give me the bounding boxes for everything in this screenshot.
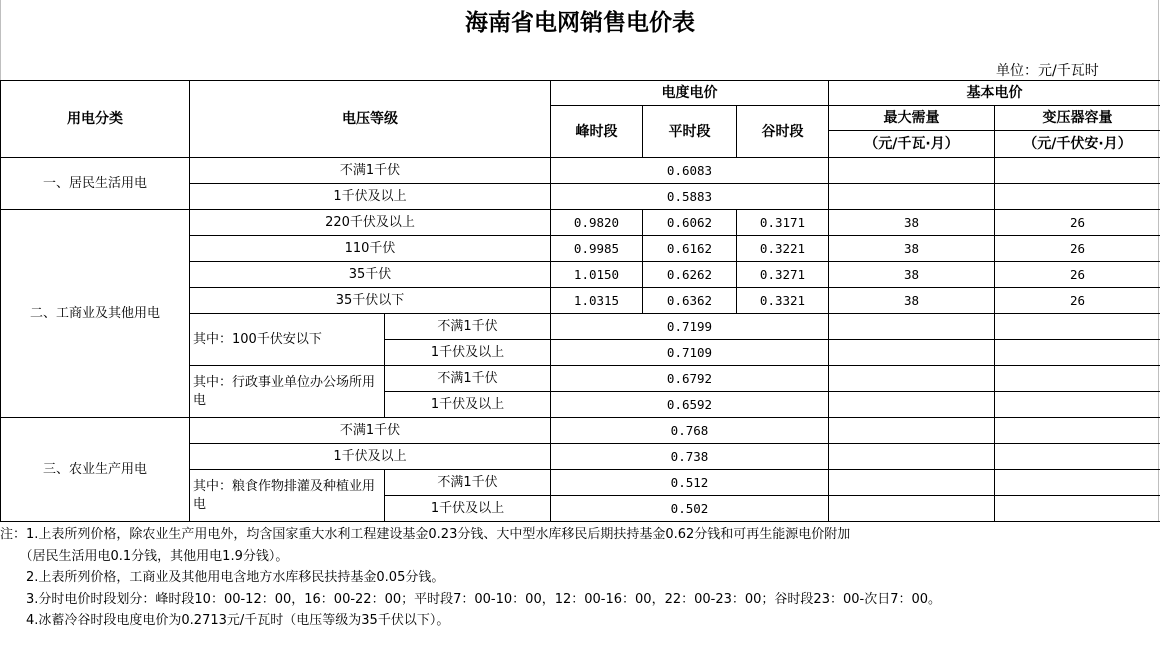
header-basic-price: 基本电价 [829,81,1160,106]
price-cell: 0.738 [551,444,829,470]
peak-price-cell: 1.0315 [551,288,643,314]
notes [0,524,1160,632]
empty-cell [829,418,995,444]
voltage-cell: 1千伏及以上 [190,444,551,470]
capacity-cell: 26 [995,210,1160,236]
empty-cell [829,366,995,392]
header-row [1,81,1160,106]
price-cell: 0.6592 [551,392,829,418]
subcategory-irrigation: 其中：粮食作物排灌及种植业用电 [190,470,385,522]
note-line: （居民生活用电0.1分钱，其他用电1.9分钱）。 [0,548,289,564]
header-flat: 平时段 [643,106,737,158]
valley-price-cell: 0.3221 [737,236,829,262]
category-industrial: 二、工商业及其他用电 [1,210,190,418]
unit-label: 单位：元/千瓦时 [996,63,1099,79]
voltage-cell: 220千伏及以上 [190,210,551,236]
header-max-demand: 最大需量 [829,106,995,131]
voltage-cell: 不满1千伏 [190,418,551,444]
empty-cell [995,184,1160,210]
category-residential: 一、居民生活用电 [1,158,190,210]
max-demand-cell: 38 [829,210,995,236]
flat-price-cell: 0.6262 [643,262,737,288]
note-line: 注：1.上表所列价格，除农业生产用电外，均含国家重大水利工程建设基金0.23分钱、大中型水库移民后期扶持基金0.62分钱和可再生能源电价附加 [0,527,851,542]
price-cell: 0.6792 [551,366,829,392]
empty-cell [829,340,995,366]
price-cell: 0.502 [551,496,829,522]
voltage-cell: 1千伏及以上 [385,392,551,418]
header-energy-price: 电度电价 [551,81,829,106]
peak-price-cell: 0.9820 [551,210,643,236]
voltage-cell: 不满1千伏 [385,314,551,340]
empty-cell [995,444,1160,470]
valley-price-cell: 0.3171 [737,210,829,236]
flat-price-cell: 0.6062 [643,210,737,236]
empty-cell [995,470,1160,496]
voltage-cell: 1千伏及以上 [190,184,551,210]
header-category: 用电分类 [1,81,190,158]
voltage-cell: 110千伏 [190,236,551,262]
empty-cell [995,158,1160,184]
voltage-cell: 1千伏及以上 [385,340,551,366]
table-row [1,418,1160,444]
note-line: 2.上表所列价格，工商业及其他用电含地方水库移民扶持基金0.05分钱。 [0,570,445,585]
voltage-cell: 不满1千伏 [385,366,551,392]
voltage-cell: 不满1千伏 [385,470,551,496]
price-cell: 0.7199 [551,314,829,340]
empty-cell [829,392,995,418]
valley-price-cell: 0.3271 [737,262,829,288]
voltage-cell: 35千伏 [190,262,551,288]
empty-cell [995,314,1160,340]
capacity-cell: 26 [995,288,1160,314]
header-transformer-unit: （元/千伏安·月） [995,131,1160,158]
header-transformer: 变压器容量 [995,106,1160,131]
empty-cell [995,340,1160,366]
header-valley: 谷时段 [737,106,829,158]
price-cell: 0.5883 [551,184,829,210]
empty-cell [995,418,1160,444]
table-row [1,210,1160,236]
max-demand-cell: 38 [829,236,995,262]
tariff-table [0,80,1160,522]
price-cell: 0.7109 [551,340,829,366]
empty-cell [829,158,995,184]
empty-cell [829,314,995,340]
header-max-demand-unit: （元/千瓦·月） [829,131,995,158]
max-demand-cell: 38 [829,262,995,288]
empty-cell [829,184,995,210]
price-cell: 0.768 [551,418,829,444]
note-line: 4.冰蓄冷谷时段电度电价为0.2713元/千瓦时（电压等级为35千伏以下）。 [0,613,450,628]
price-cell: 0.6083 [551,158,829,184]
empty-cell [829,444,995,470]
price-cell: 0.512 [551,470,829,496]
category-agriculture: 三、农业生产用电 [1,418,190,522]
flat-price-cell: 0.6162 [643,236,737,262]
voltage-cell: 不满1千伏 [190,158,551,184]
page-title: 海南省电网销售电价表 [465,10,695,36]
valley-price-cell: 0.3321 [737,288,829,314]
empty-cell [995,496,1160,522]
empty-cell [995,392,1160,418]
table-row [1,158,1160,184]
peak-price-cell: 1.0150 [551,262,643,288]
empty-cell [829,496,995,522]
capacity-cell: 26 [995,262,1160,288]
header-voltage: 电压等级 [190,81,551,158]
voltage-cell: 35千伏以下 [190,288,551,314]
header-peak: 峰时段 [551,106,643,158]
subcategory-small-capacity: 其中：100千伏安以下 [190,314,385,366]
flat-price-cell: 0.6362 [643,288,737,314]
capacity-cell: 26 [995,236,1160,262]
empty-cell [995,366,1160,392]
peak-price-cell: 0.9985 [551,236,643,262]
max-demand-cell: 38 [829,288,995,314]
note-line: 3.分时电价时段划分：峰时段10：00-12：00，16：00-22：00；平时段7：00-10：00，12：00-16：00，22：00-23：00；谷时段23：00-次日7：00。 [0,591,942,607]
subcategory-admin-office: 其中：行政事业单位办公场所用电 [190,366,385,418]
empty-cell [829,470,995,496]
voltage-cell: 1千伏及以上 [385,496,551,522]
